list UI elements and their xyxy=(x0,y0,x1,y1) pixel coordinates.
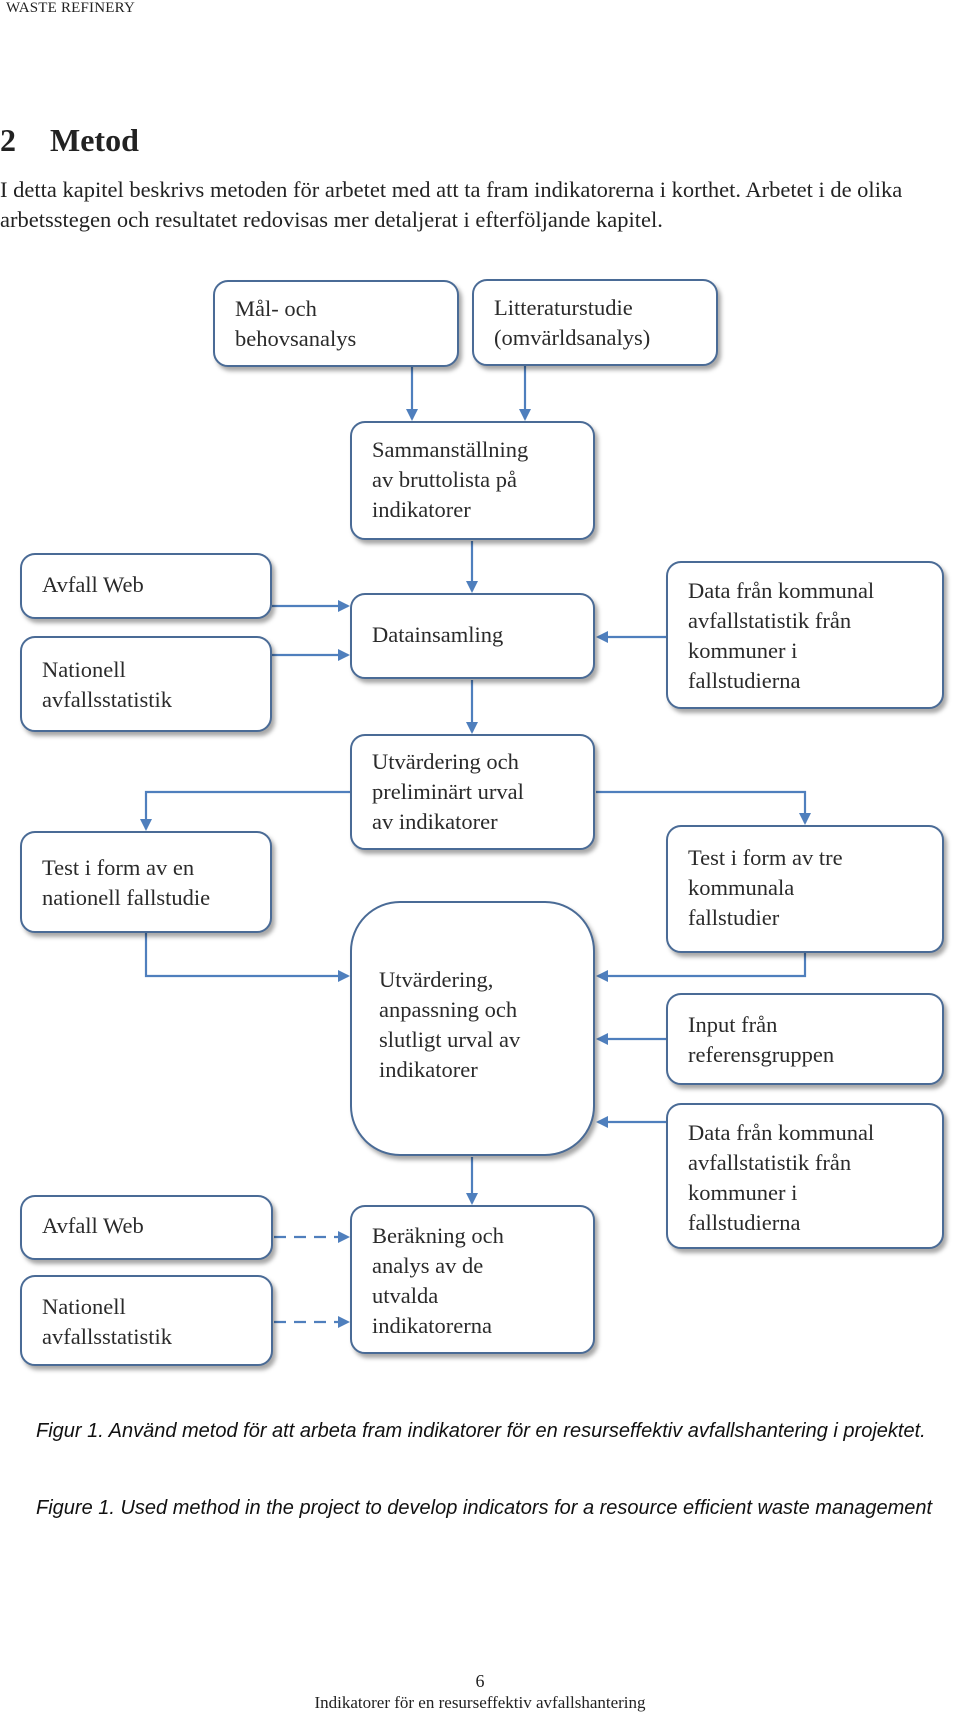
box-avfall-web-2: Avfall Web xyxy=(20,1195,273,1260)
box-utvardering-preliminart: Utvärdering och preliminärt urval av indikatorer xyxy=(350,734,595,850)
box-utvardering-slutligt: Utvärdering, anpassning och slutligt urval av indikatorer xyxy=(350,901,595,1156)
box-data-kommunal-1: Data från kommunal avfallstatistik från kommuner i fallstudierna xyxy=(666,561,944,709)
arrow-test-tre-to-slutligt xyxy=(598,953,805,976)
box-nationell-avfallsstatistik-2: Nationell avfallsstatistik xyxy=(20,1275,273,1366)
box-mal-behovsanalys: Mål- och behovsanalys xyxy=(213,280,459,367)
section-title: Metod xyxy=(50,122,139,158)
box-test-tre-kommunala: Test i form av tre kommunala fallstudier xyxy=(666,825,944,953)
box-berakning-analys: Beräkning och analys av de utvalda indikatorerna xyxy=(350,1205,595,1354)
box-sammanstallning: Sammanställning av bruttolista på indikatorer xyxy=(350,421,595,540)
box-datainsamling: Datainsamling xyxy=(350,593,595,679)
box-input-referensgruppen: Input från referensgruppen xyxy=(666,993,944,1085)
page-number: 6 xyxy=(475,1671,485,1691)
box-litteraturstudie: Litteraturstudie (omvärldsanalys) xyxy=(472,279,718,366)
box-data-kommunal-2: Data från kommunal avfallstatistik från kommuner i fallstudierna xyxy=(666,1103,944,1249)
figure-caption-swedish: Figur 1. Använd metod för att arbeta fram indikatorer för en resurseffektiv avfallshantering i projektet. xyxy=(36,1420,926,1442)
box-avfall-web-1: Avfall Web xyxy=(20,553,272,619)
arrow-utvardering-to-test-nationell xyxy=(146,792,350,829)
running-footer: Indikatorer för en resurseffektiv avfallshantering xyxy=(314,1693,646,1712)
arrow-utvardering-to-test-tre xyxy=(596,792,805,823)
intro-paragraph: I detta kapitel beskrivs metoden för arbetet med att ta fram indikatorerna i korthet. Arbetet i de olika arbetsstegen och resultatet redovisas mer detaljerat i efterföljande kapitel. xyxy=(0,177,903,232)
box-nationell-avfallsstatistik-1: Nationell avfallsstatistik xyxy=(20,636,272,732)
figure-caption-english: Figure 1. Used method in the project to develop indicators for a resource efficient waste management xyxy=(36,1497,933,1519)
section-number: 2 xyxy=(0,122,16,158)
running-header: WASTE REFINERY xyxy=(6,0,136,16)
arrow-test-nationell-to-slutligt xyxy=(146,933,348,976)
box-test-nationell-fallstudie: Test i form av en nationell fallstudie xyxy=(20,831,272,933)
